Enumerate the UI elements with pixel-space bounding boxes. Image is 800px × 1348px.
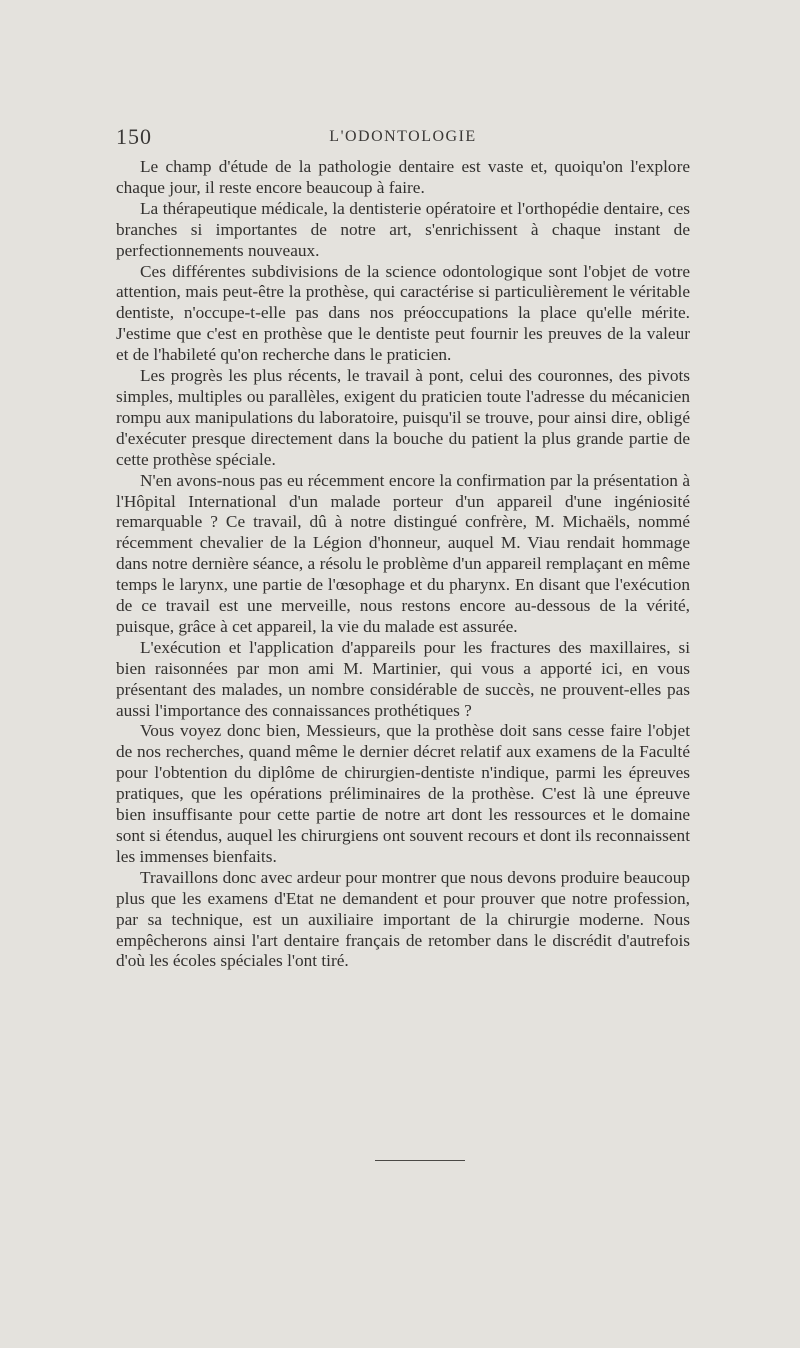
paragraph: Le champ d'étude de la pathologie dentaire est vaste et, quoiqu'on l'explore chaque jour, il reste encore beaucoup à faire. [116, 157, 690, 197]
paragraph: Les progrès les plus récents, le travail à pont, celui des couronnes, des pivots simples, multiples ou parallèles, exigent du praticien toute l'adresse du mécanicien rompu aux manipulations du laboratoire, puisqu'il se trouve, pour ainsi dire, obligé d'exécuter presque directement dans la bouche du patient la plus grande partie de cette prothèse spéciale. [116, 366, 690, 469]
paragraph: N'en avons-nous pas eu récemment encore la confirmation par la présentation à l'Hôpital International d'un malade porteur d'un appareil d'une ingéniosité remarquable ? Ce travail, dû à notre distingué confrère, M. Michaëls, nommé récemment chevalier de la Légion d'honneur, auquel M. Viau rendait hommage dans notre dernière séance, a résolu le problème d'un appareil remplaçant en même temps le larynx, une partie de l'œsophage et du pharynx. En disant que l'exécution de ce travail est une merveille, nous restons encore au-dessous de la vérité, puisque, grâce à cet appareil, la vie du malade est assurée. [116, 470, 690, 636]
paragraph: Vous voyez donc bien, Messieurs, que la prothèse doit sans cesse faire l'objet de nos recherches, quand même le dernier décret relatif aux examens de la Faculté pour l'obtention du diplôme de chirurgien-dentiste n'indique, parmi les épreuves pratiques, que les opérations préliminaires de la prothèse. C'est là une épreuve bien insuffisante pour cette partie de notre art dont les ressources et le domaine sont si étendus, auquel les chirurgiens ont souvent recours et dont ils reconnaissent les immenses bienfaits. [116, 721, 690, 866]
section-divider [375, 1160, 465, 1161]
page-number: 150 [116, 124, 152, 149]
running-title: L'ODONTOLOGIE [329, 128, 477, 145]
paragraph: Ces différentes subdivisions de la science odontologique sont l'objet de votre attention, mais peut-être la prothèse, qui caractérise si particulièrement le véritable dentiste, n'occupe-t-elle pas dans nos préoccupations la place qu'elle mérite. J'estime que c'est en prothèse que le dentiste peut fournir les preuves de la valeur et de l'habileté qu'on recherche dans le praticien. [116, 261, 690, 365]
body-text [116, 157, 690, 972]
paragraph: L'exécution et l'application d'appareils pour les fractures des maxillaires, si bien raisonnées par mon ami M. Martinier, qui vous a apporté ici, en vous présentant des malades, un nombre considérable de succès, ne prouvent-elles pas aussi l'importance des connaissances prothétiques ? [116, 637, 690, 720]
paragraph: La thérapeutique médicale, la dentisterie opératoire et l'orthopédie dentaire, ces branches si importantes de notre art, s'enrichissent à chaque instant de perfectionnements nouveaux. [116, 198, 690, 260]
paragraph: Travaillons donc avec ardeur pour montrer que nous devons produire beaucoup plus que les examens d'Etat ne demandent et pour prouver que notre profession, par sa technique, est un auxiliaire important de la chirurgie moderne. Nous empêcherons ainsi l'art dentaire français de retomber dans le discrédit d'autrefois d'où les écoles spéciales l'ont tiré. [116, 867, 690, 971]
page-header [116, 124, 690, 154]
